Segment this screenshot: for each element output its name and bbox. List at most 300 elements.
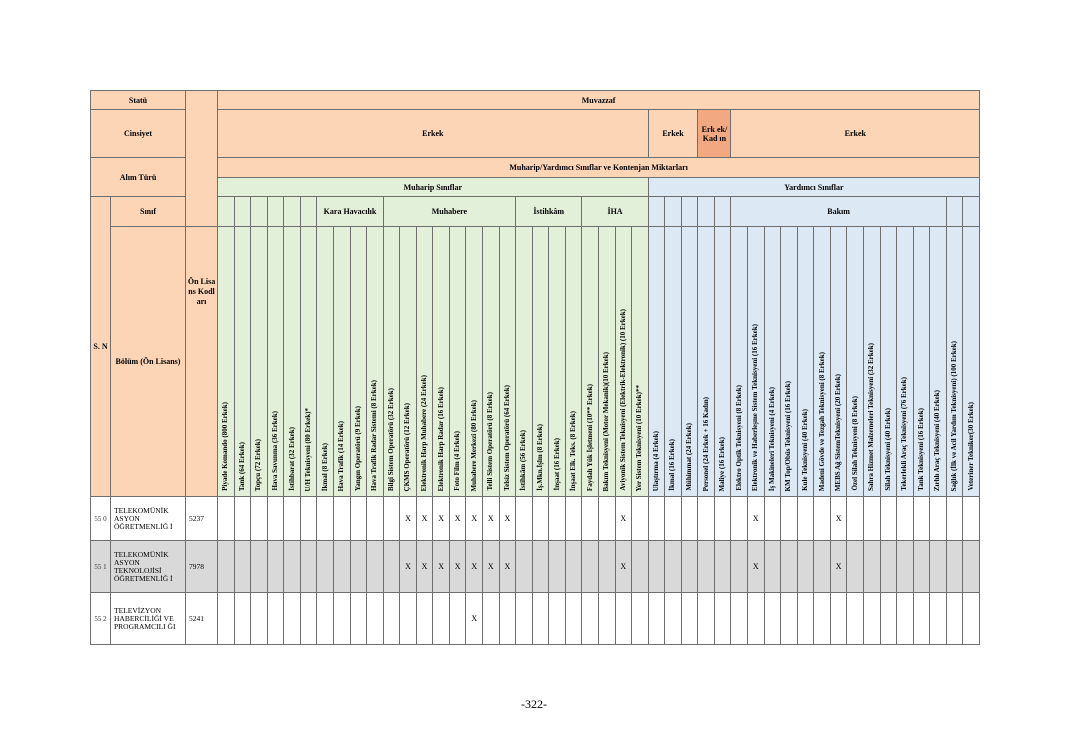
column-header [400, 227, 417, 497]
column-header-wrap [814, 229, 830, 494]
erkek-label: Erkek [648, 110, 698, 158]
mark-cell [234, 541, 251, 593]
bolum-cell: TELEVİZYON HABERCİLİĞİ VE PROGRAMCILI ĞI [111, 593, 186, 645]
bolum-cell: TELEKOMÜNİK ASYON TEKNOLOJİSİ ÖĞRETMENLİĞ İ [111, 541, 186, 593]
column-header [781, 227, 798, 497]
column-header-label: Yer Sistem Teknisyeni (10 Erkek)** [635, 384, 644, 491]
column-header-label: Elektro Optik Teknisyeni (8 Erkek) [734, 385, 743, 491]
mark-cell [218, 593, 235, 645]
mark-x: X [416, 541, 433, 593]
mark-cell [880, 497, 897, 541]
column-header-label: Bilgi Sistem Operatörü (32 Erkek) [386, 387, 395, 491]
column-header-label: Silah Teknisyeni (40 Erkek) [883, 408, 892, 491]
mark-cell [748, 593, 765, 645]
column-header-wrap [947, 229, 963, 494]
column-header-label: Sahra Hizmet Malzemeleri Teknisyeni (32 Erkek) [867, 343, 876, 491]
mark-cell [632, 593, 649, 645]
mark-x: X [449, 497, 466, 541]
mark-cell [516, 593, 533, 645]
mark-cell [300, 541, 317, 593]
mark-cell [946, 497, 963, 541]
mark-x: X [400, 497, 417, 541]
column-header-wrap [715, 229, 731, 494]
mark-cell [930, 593, 947, 645]
column-header-wrap [765, 229, 781, 494]
column-header [913, 227, 930, 497]
group-bakim: Bakım [731, 197, 946, 227]
mark-cell [532, 593, 549, 645]
column-header [466, 227, 483, 497]
column-header [565, 227, 582, 497]
group-kara-havacilik: Kara Havacılık [317, 197, 383, 227]
column-header-wrap [268, 229, 284, 494]
column-header [797, 227, 814, 497]
group-blank-cell [300, 197, 317, 227]
mark-cell [930, 497, 947, 541]
column-header [830, 227, 847, 497]
mark-cell [781, 541, 798, 593]
column-header-label: Yangın Operatörü (9 Erkek) [353, 406, 362, 491]
mark-x: X [449, 541, 466, 593]
mark-cell [565, 541, 582, 593]
column-header-wrap [599, 229, 615, 494]
sn-label: S. N [91, 197, 111, 497]
column-header [483, 227, 500, 497]
column-header-wrap [351, 229, 367, 494]
column-header [300, 227, 317, 497]
table-row [91, 178, 980, 197]
column-header [714, 227, 731, 497]
column-header-label: Telli Sistem Operatörü (8 Erkek) [486, 392, 495, 491]
column-header [499, 227, 516, 497]
column-header-label: İkmal (16 Erkek) [668, 439, 677, 491]
column-header-label: Elektronik Harp Radar (16 Erkek) [436, 386, 445, 491]
mark-cell [681, 593, 698, 645]
mark-cell [863, 541, 880, 593]
column-header [383, 227, 400, 497]
group-blank-cell [648, 197, 665, 227]
mark-cell [565, 593, 582, 645]
table-row [91, 541, 980, 593]
column-header-label: U/H Teknisyeni (80 Erkek)* [304, 407, 313, 491]
column-header-label: Elektronik Harp Muhabere (24 Erkek) [420, 374, 429, 491]
column-header-label: ÇKMS Operatörü (12 Erkek) [403, 402, 412, 491]
cinsiyet-label: Cinsiyet [91, 110, 186, 158]
mark-cell [946, 541, 963, 593]
mark-cell [880, 593, 897, 645]
mark-x: X [400, 541, 417, 593]
column-header [814, 227, 831, 497]
mark-cell [665, 497, 682, 541]
mark-cell [897, 541, 914, 593]
column-header [698, 227, 715, 497]
mark-cell [383, 541, 400, 593]
mark-cell [731, 497, 748, 541]
column-header [284, 227, 301, 497]
column-header [665, 227, 682, 497]
mark-cell [582, 541, 599, 593]
column-header-wrap [881, 229, 897, 494]
mark-cell [284, 593, 301, 645]
mark-cell [814, 541, 831, 593]
mark-cell [267, 497, 284, 541]
column-header-label: Maliye (16 Erkek) [718, 436, 727, 491]
mark-cell [797, 541, 814, 593]
column-header-label: İnşaat Elk. Teks. (8 Erkek) [569, 410, 578, 491]
mark-cell [284, 541, 301, 593]
bolum-label: Bölüm (Ön Lisans) [111, 227, 186, 497]
column-header-wrap [433, 229, 449, 494]
group-blank-cell [218, 197, 235, 227]
mark-cell [665, 593, 682, 645]
column-header [333, 227, 350, 497]
mark-cell [714, 497, 731, 541]
sn-cell: 55 1 [91, 541, 111, 593]
group-blank-cell [681, 197, 698, 227]
mark-cell [781, 593, 798, 645]
column-header-wrap [400, 229, 416, 494]
column-header-wrap [566, 229, 582, 494]
column-header-label: Tank (64 Erkek) [237, 441, 246, 491]
column-header-wrap [500, 229, 516, 494]
mark-cell [665, 541, 682, 593]
mark-cell [367, 593, 384, 645]
mark-cell [897, 497, 914, 541]
column-header-label: Aviyonik Sistem Teknisyeni (Elektrik-Elektronik) (10 Erkek) [618, 309, 627, 491]
table-row [91, 110, 980, 158]
mark-cell [565, 497, 582, 541]
mark-cell [433, 593, 450, 645]
column-header-wrap [897, 229, 913, 494]
column-header-label: İnşaat (16 Erkek) [552, 438, 561, 491]
column-header [632, 227, 649, 497]
column-header-wrap [450, 229, 466, 494]
mark-cell [251, 497, 268, 541]
group-blank-cell [234, 197, 251, 227]
mark-cell [814, 497, 831, 541]
column-header-wrap [284, 229, 300, 494]
mark-cell [532, 497, 549, 541]
mark-cell [251, 593, 268, 645]
mark-cell [598, 497, 615, 541]
mark-cell [632, 541, 649, 593]
mark-cell [648, 541, 665, 593]
mark-cell [218, 497, 235, 541]
mark-x: X [433, 497, 450, 541]
column-header [963, 227, 980, 497]
mark-x: X [466, 593, 483, 645]
group-istihkam: İstihkâm [516, 197, 582, 227]
mark-cell [698, 541, 715, 593]
mark-x: X [615, 497, 632, 541]
mark-cell [830, 593, 847, 645]
mark-cell [731, 541, 748, 593]
mark-cell [284, 497, 301, 541]
mark-cell [648, 593, 665, 645]
column-header-label: Personel (24 Erkek + 16 Kadın) [701, 396, 710, 491]
column-header-wrap [798, 229, 814, 494]
column-header [218, 227, 235, 497]
column-header [880, 227, 897, 497]
column-header-wrap [582, 229, 598, 494]
mark-cell [400, 593, 417, 645]
column-header-wrap [334, 229, 350, 494]
yardimci-label: Yardımcı Sınıflar [648, 178, 980, 197]
erkek-label: Erkek [731, 110, 980, 158]
column-header [234, 227, 251, 497]
mark-cell [499, 593, 516, 645]
group-blank-cell [284, 197, 301, 227]
mark-cell [582, 593, 599, 645]
mark-cell [218, 541, 235, 593]
bolum-cell: TELEKOMÜNİK ASYON ÖĞRETMENLİĞ İ [111, 497, 186, 541]
column-header-wrap [549, 229, 565, 494]
alim-turu-value: Muharip/Yardımcı Sınıflar ve Kontenjan Miktarları [218, 158, 980, 178]
column-header-wrap [483, 229, 499, 494]
column-header-wrap [367, 229, 383, 494]
mark-cell [516, 541, 533, 593]
column-header-wrap [632, 229, 648, 494]
mark-cell [764, 541, 781, 593]
mark-cell [847, 593, 864, 645]
column-header [930, 227, 947, 497]
column-header [267, 227, 284, 497]
muvazzaf-label: Muvazzaf [218, 91, 980, 110]
mark-cell [367, 497, 384, 541]
column-header-label: Tekerlekli Araç Teknisyeni (76 Erkek) [900, 377, 909, 491]
mark-cell [648, 497, 665, 541]
mark-cell [532, 541, 549, 593]
column-header-label: Foto Film (4 Erkek) [453, 431, 462, 491]
column-header-label: Madeni Gövde ve Tezgah Teknisyeni (8 Erkek) [817, 351, 826, 491]
column-header [251, 227, 268, 497]
mark-cell [714, 541, 731, 593]
column-header-wrap [847, 229, 863, 494]
mark-cell [714, 593, 731, 645]
mark-cell [350, 541, 367, 593]
column-header-wrap [616, 229, 632, 494]
column-header [731, 227, 748, 497]
mark-cell [681, 497, 698, 541]
mark-cell [234, 593, 251, 645]
column-header [516, 227, 533, 497]
column-header-wrap [665, 229, 681, 494]
mark-x: X [483, 497, 500, 541]
column-header-label: Piyade Komando (800 Erkek) [221, 402, 230, 491]
column-header-label: Hava Savunma (36 Erkek) [270, 411, 279, 491]
group-blank-cell [714, 197, 731, 227]
mark-x: X [416, 497, 433, 541]
column-header-wrap [930, 229, 946, 494]
group-blank-cell [267, 197, 284, 227]
mark-cell [449, 593, 466, 645]
mark-cell [598, 593, 615, 645]
sinif-label: Sınıf [111, 197, 186, 227]
blank-header-cell [186, 91, 218, 227]
column-header [367, 227, 384, 497]
table-row [91, 158, 980, 178]
mark-cell [913, 593, 930, 645]
column-header-label: Zırhlı Araç Teknisyeni (40 Erkek) [933, 389, 942, 491]
column-header-wrap [317, 229, 333, 494]
mark-cell [731, 593, 748, 645]
mark-cell [764, 497, 781, 541]
column-header-wrap [748, 229, 764, 494]
column-header-label: Sağlık (İlk ve Acil Yardım Teknisyeni) (100 Erkek) [950, 340, 959, 491]
column-header [863, 227, 880, 497]
mark-x: X [615, 541, 632, 593]
column-header [433, 227, 450, 497]
column-header-label: Elektronik ve Haberleşme Sistem Teknisyeni (16 Erkek) [751, 323, 760, 491]
mark-cell [350, 593, 367, 645]
column-header-label: Hava Trafik (14 Erkek) [337, 420, 346, 491]
column-header-wrap [533, 229, 549, 494]
column-header-wrap [963, 229, 979, 494]
column-header [582, 227, 599, 497]
column-header-label: Faydalı Yük İşletmeni (10** Erkek) [585, 383, 594, 491]
sn-cell: 55 2 [91, 593, 111, 645]
column-header [532, 227, 549, 497]
column-header-wrap [301, 229, 317, 494]
column-header-wrap [218, 229, 234, 494]
column-header-wrap [417, 229, 433, 494]
column-header [946, 227, 963, 497]
column-header-wrap [698, 229, 714, 494]
column-header-label: Mühimmat (24 Erkek) [685, 423, 694, 491]
column-header [615, 227, 632, 497]
column-header-wrap [516, 229, 532, 494]
column-header [847, 227, 864, 497]
mark-cell [930, 541, 947, 593]
table-row [91, 593, 980, 645]
sn-cell: 55 0 [91, 497, 111, 541]
erkek-label: Erkek [218, 110, 649, 158]
column-header-wrap [914, 229, 930, 494]
mark-cell [681, 541, 698, 593]
column-header-wrap [831, 229, 847, 494]
column-header-wrap [649, 229, 665, 494]
page-number: -322- [521, 697, 547, 711]
mark-cell [781, 497, 798, 541]
mark-cell [582, 497, 599, 541]
column-header-label: Ulaştırma (4 Erkek) [651, 430, 660, 491]
table-row [91, 91, 980, 110]
code-cell: 5237 [186, 497, 218, 541]
on-lisans-kodlari-label: Ön Lisa ns Kodl arı [186, 227, 218, 497]
table-row [91, 197, 980, 227]
column-header-wrap [235, 229, 251, 494]
statu-label: Statü [91, 91, 186, 110]
mark-x: X [830, 497, 847, 541]
mark-cell [946, 593, 963, 645]
mark-cell [317, 593, 334, 645]
mark-cell [549, 497, 566, 541]
column-header [549, 227, 566, 497]
column-header-label: İstihkâm (56 Erkek) [519, 430, 528, 491]
mark-cell [863, 593, 880, 645]
muharip-label: Muharip Sınıflar [218, 178, 649, 197]
table-row [91, 497, 980, 541]
column-header-wrap [864, 229, 880, 494]
mark-cell [300, 497, 317, 541]
column-header-wrap [251, 229, 267, 494]
column-header-label: Veteriner Tekniker(30 Erkek) [966, 402, 975, 491]
column-header-label: Telsiz Sistem Operatörü (64 Erkek) [502, 385, 511, 491]
column-header [350, 227, 367, 497]
mark-cell [350, 497, 367, 541]
column-header-label: İkmal (8 Erkek) [320, 442, 329, 491]
group-blank-cell [665, 197, 682, 227]
column-header-label: İstihbarat (32 Erkek) [287, 427, 296, 491]
mark-cell [847, 541, 864, 593]
column-header-label: Hava Trafik Radar Sistemi (8 Erkek) [370, 379, 379, 491]
mark-cell [847, 497, 864, 541]
group-blank-cell [963, 197, 980, 227]
mark-x: X [433, 541, 450, 593]
mark-cell [549, 541, 566, 593]
mark-cell [333, 593, 350, 645]
mark-x: X [483, 541, 500, 593]
mark-cell [251, 541, 268, 593]
mark-cell [615, 593, 632, 645]
mark-cell [963, 541, 980, 593]
alim-turu-label: Alım Türü [91, 158, 186, 197]
column-header-label: İş.Mkn.İşlm (8 Erkek) [535, 424, 544, 491]
table-row [91, 227, 980, 497]
mark-cell [549, 593, 566, 645]
group-blank-cell [698, 197, 715, 227]
mark-cell [234, 497, 251, 541]
column-header-wrap [781, 229, 797, 494]
mark-cell [814, 593, 831, 645]
group-iha: İHA [582, 197, 648, 227]
column-header [416, 227, 433, 497]
mark-cell [383, 497, 400, 541]
column-header-label: KM Top/Obüs Teknisyeni (16 Erkek) [784, 380, 793, 491]
mark-cell [963, 593, 980, 645]
group-blank-cell [251, 197, 268, 227]
mark-x: X [466, 497, 483, 541]
column-header-wrap [682, 229, 698, 494]
column-header-wrap [731, 229, 747, 494]
column-header [449, 227, 466, 497]
column-header [648, 227, 665, 497]
erkek-kadin-label: Erk ek/ Kad ın [698, 110, 731, 158]
column-header-label: Bakım Teknisyeni (Motor Mekanik)(10 Erkek) [602, 351, 611, 491]
mark-cell [317, 541, 334, 593]
mark-cell [267, 541, 284, 593]
mark-cell [383, 593, 400, 645]
mark-cell [416, 593, 433, 645]
quota-table [90, 90, 980, 645]
column-header [317, 227, 334, 497]
column-header [681, 227, 698, 497]
column-header-wrap [466, 229, 482, 494]
group-blank-cell [946, 197, 963, 227]
column-header [897, 227, 914, 497]
mark-x: X [499, 497, 516, 541]
column-header-label: Muhabere Merkezi (80 Erkek) [469, 399, 478, 491]
column-header [748, 227, 765, 497]
mark-cell [897, 593, 914, 645]
mark-cell [632, 497, 649, 541]
code-cell: 7978 [186, 541, 218, 593]
mark-cell [797, 497, 814, 541]
mark-cell [267, 593, 284, 645]
column-header-label: Topçu (72 Erkek) [254, 438, 263, 491]
mark-x: X [748, 497, 765, 541]
mark-x: X [830, 541, 847, 593]
